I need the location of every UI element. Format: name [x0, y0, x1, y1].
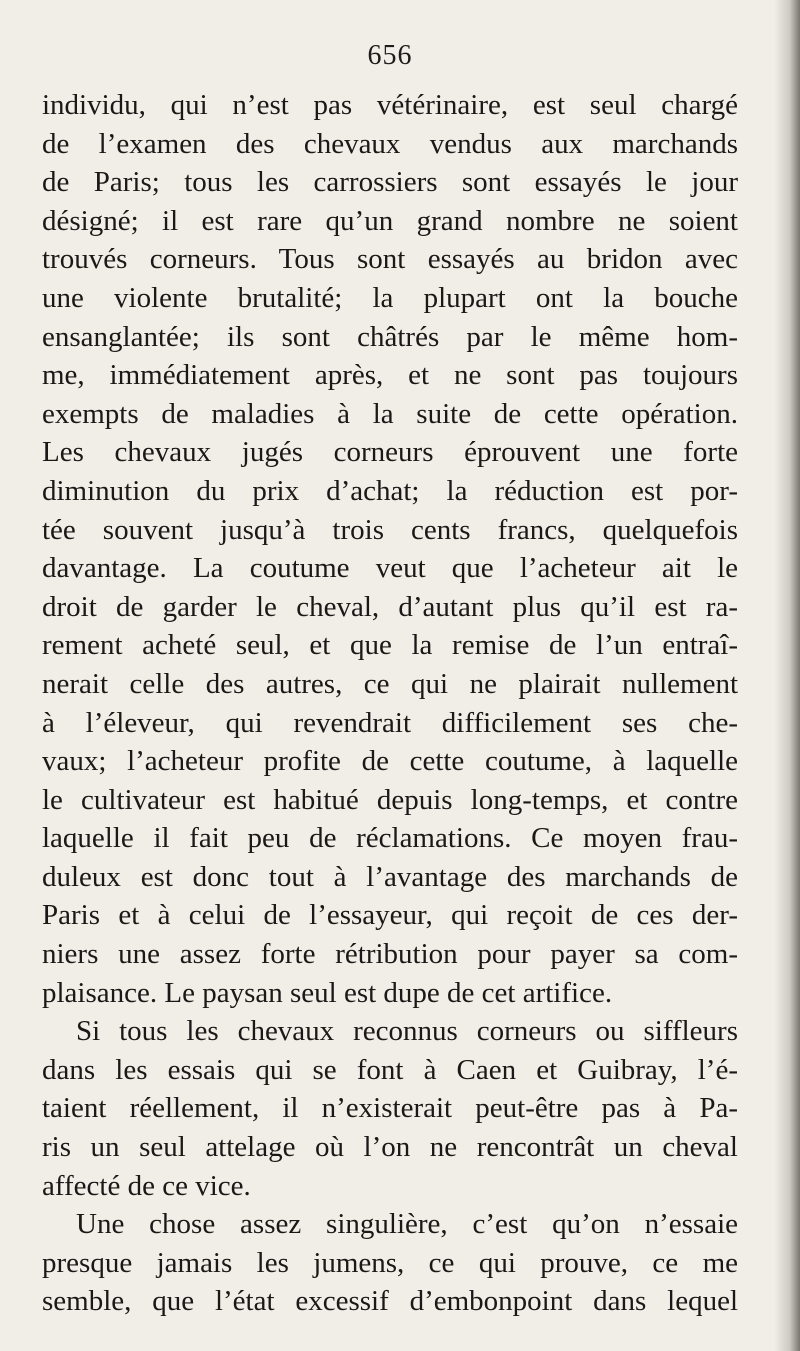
text-line: exempts de maladies à la suite de cette opération. [42, 397, 738, 430]
text-line: me, immédiatement après, et ne sont pas toujours [42, 359, 738, 392]
text-line: vaux; l’acheteur profite de cette coutume, à laquelle [42, 745, 738, 778]
text-line: de Paris; tous les carrossiers sont essayés le jour [42, 166, 738, 199]
text-line: Une chose assez singulière, c’est qu’on n’essaie [76, 1208, 738, 1241]
paragraph-2 [42, 1012, 738, 1205]
text-line: tée souvent jusqu’à trois cents francs, quelquefois [42, 513, 738, 546]
text-line: une violente brutalité; la plupart ont la bouche [42, 281, 738, 314]
text-line: davantage. La coutume veut que l’acheteur ait le [42, 552, 738, 585]
text-line: le cultivateur est habitué depuis long-temps, et contre [42, 783, 738, 816]
text-line: ris un seul attelage où l’on ne rencontrât un cheval [42, 1131, 738, 1164]
page-number: 656 [367, 40, 413, 71]
paragraph-3 [42, 1205, 738, 1321]
text-line: plaisance. Le paysan seul est dupe de cet artifice. [42, 976, 613, 1009]
text-line: dans les essais qui se font à Caen et Guibray, l’é- [42, 1053, 738, 1086]
page-edge-shadow [774, 0, 800, 1351]
text-line: niers une assez forte rétribution pour payer sa com- [42, 938, 738, 971]
text-line: individu, qui n’est pas vétérinaire, est seul chargé [42, 89, 738, 121]
text-line: diminution du prix d’achat; la réduction est por- [42, 474, 738, 507]
text-line: à l’éleveur, qui revendrait difficilement ses che- [42, 706, 738, 739]
text-line: Si tous les chevaux reconnus corneurs ou siffleurs [76, 1015, 738, 1048]
text-line: affecté de ce vice. [42, 1169, 251, 1202]
text-line: ensanglantée; ils sont châtrés par le même hom- [42, 320, 738, 353]
text-line: semble, que l’état excessif d’embonpoint dans lequel [42, 1285, 738, 1318]
text-line: taient réellement, il n’existerait peut-être pas à Pa- [42, 1092, 738, 1125]
text-line: Les chevaux jugés corneurs éprouvent une forte [42, 436, 738, 469]
body-text [42, 86, 738, 1321]
text-line: presque jamais les jumens, ce qui prouve, ce me [42, 1246, 738, 1279]
text-line: désigné; il est rare qu’un grand nombre ne soient [42, 204, 738, 237]
text-line: rement acheté seul, et que la remise de l’un entraî- [42, 629, 738, 662]
text-line: duleux est donc tout à l’avantage des marchands de [42, 860, 738, 893]
text-line: laquelle il fait peu de réclamations. Ce moyen frau- [42, 822, 738, 855]
text-line: de l’examen des chevaux vendus aux marchands [42, 127, 738, 160]
text-line: trouvés corneurs. Tous sont essayés au bridon avec [42, 243, 738, 276]
text-line: nerait celle des autres, ce qui ne plairait nullement [42, 667, 738, 700]
paragraph-1 [42, 86, 738, 1012]
text-line: Paris et à celui de l’essayeur, qui reçoit de ces der- [42, 899, 738, 932]
text-line: droit de garder le cheval, d’autant plus qu’il est ra- [42, 590, 738, 623]
